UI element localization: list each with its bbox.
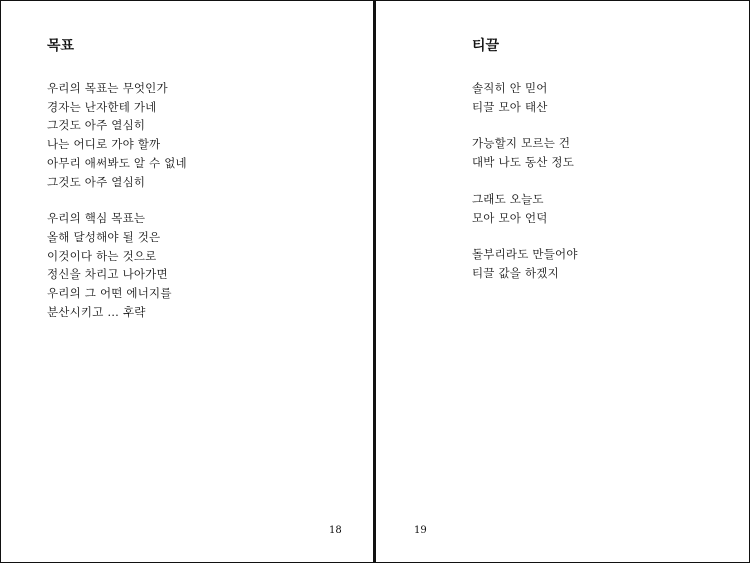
poem-dust	[472, 37, 578, 301]
poem-line: 그것도 아주 열심히	[47, 118, 146, 133]
poem-line: 경자는 난자한테 가네	[47, 99, 157, 114]
stanza	[472, 245, 578, 282]
poem-title: 티끌	[472, 38, 500, 54]
poem-line: 솔직히 안 믿어	[472, 81, 548, 95]
poem-line: 우리의 핵심 목표는	[47, 211, 146, 226]
stanza	[47, 79, 187, 191]
page-number: 18	[329, 525, 342, 536]
stanza	[472, 79, 578, 116]
poem-line: 분산시키고 … 후략	[47, 304, 146, 319]
poem-line: 우리의 그 어떤 에너지를	[47, 286, 172, 301]
poem-line: 티끌 값을 하겠지	[472, 265, 559, 280]
stanza	[472, 190, 578, 227]
poem-line: 나는 어디로 가야 할까	[47, 137, 161, 152]
poem-line: 우리의 목표는 무엇인가	[47, 81, 168, 95]
poem-line: 가능할지 모르는 건	[472, 136, 571, 151]
page-number: 19	[414, 525, 427, 536]
poem-line: 돌부리라도 만들어야	[472, 247, 578, 262]
poem-line: 티끌 모아 태산	[472, 99, 548, 114]
poem-line: 그래도 오늘도	[472, 191, 544, 206]
poem-line: 이것이다 하는 것으로	[47, 248, 157, 263]
poem-line: 아무리 애써봐도 알 수 없네	[47, 155, 187, 170]
poem-line: 대박 나도 동산 정도	[472, 155, 575, 170]
stanza	[47, 209, 187, 321]
poem-goal	[47, 37, 187, 339]
poem-line: 정신을 차리고 나아가면	[47, 267, 168, 282]
poem-line: 모아 모아 언덕	[472, 210, 548, 225]
poem-line: 올해 달성해야 될 것은	[47, 229, 161, 244]
right-page	[375, 0, 750, 563]
poem-title: 목표	[47, 38, 75, 54]
book-gutter	[373, 0, 376, 563]
poem-line: 그것도 아주 열심히	[47, 174, 146, 189]
stanza	[472, 134, 578, 171]
